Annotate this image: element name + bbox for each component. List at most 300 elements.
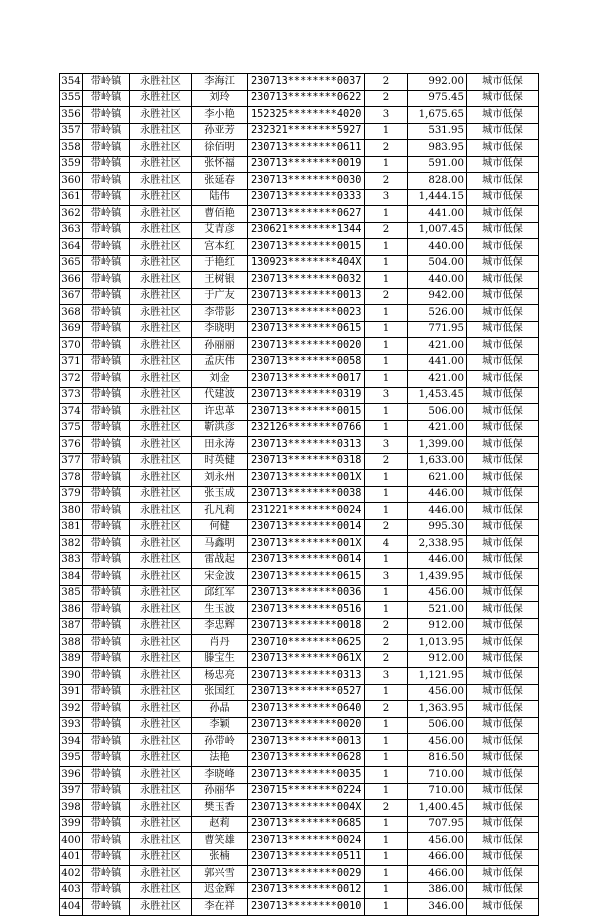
name-cell: 滕宝生 <box>192 651 248 668</box>
category-cell: 城市低保 <box>467 536 539 553</box>
name-cell: 靳洪彦 <box>192 420 248 437</box>
relief-roster-table <box>59 73 539 916</box>
town-cell: 带岭镇 <box>83 882 130 899</box>
household-size-cell: 1 <box>365 552 408 569</box>
row-number: 378 <box>60 470 83 487</box>
town-cell: 带岭镇 <box>83 816 130 833</box>
table-row <box>60 140 539 157</box>
row-number: 392 <box>60 701 83 718</box>
town-cell: 带岭镇 <box>83 90 130 107</box>
category-cell: 城市低保 <box>467 74 539 91</box>
table-row <box>60 734 539 751</box>
household-size-cell: 1 <box>365 404 408 421</box>
name-cell: 李带影 <box>192 305 248 322</box>
town-cell: 带岭镇 <box>83 866 130 883</box>
amount-cell: 912.00 <box>408 618 467 635</box>
town-cell: 带岭镇 <box>83 338 130 355</box>
id-number-cell: 230713********001X <box>248 470 365 487</box>
household-size-cell: 3 <box>365 189 408 206</box>
town-cell: 带岭镇 <box>83 107 130 124</box>
amount-cell: 1,633.00 <box>408 453 467 470</box>
category-cell: 城市低保 <box>467 255 539 272</box>
id-number-cell: 230713********0020 <box>248 338 365 355</box>
household-size-cell: 1 <box>365 734 408 751</box>
amount-cell: 421.00 <box>408 371 467 388</box>
name-cell: 许忠革 <box>192 404 248 421</box>
household-size-cell: 1 <box>365 717 408 734</box>
row-number: 390 <box>60 668 83 685</box>
id-number-cell: 230713********0037 <box>248 74 365 91</box>
name-cell: 代建波 <box>192 387 248 404</box>
community-cell: 永胜社区 <box>130 420 192 437</box>
table-row <box>60 849 539 866</box>
category-cell: 城市低保 <box>467 849 539 866</box>
town-cell: 带岭镇 <box>83 206 130 223</box>
name-cell: 时英健 <box>192 453 248 470</box>
table-row <box>60 255 539 272</box>
town-cell: 带岭镇 <box>83 222 130 239</box>
community-cell: 永胜社区 <box>130 536 192 553</box>
row-number: 362 <box>60 206 83 223</box>
table-row <box>60 569 539 586</box>
row-number: 369 <box>60 321 83 338</box>
name-cell: 李颖 <box>192 717 248 734</box>
household-size-cell: 3 <box>365 437 408 454</box>
row-number: 366 <box>60 272 83 289</box>
row-number: 382 <box>60 536 83 553</box>
amount-cell: 466.00 <box>408 849 467 866</box>
household-size-cell: 1 <box>365 420 408 437</box>
community-cell: 永胜社区 <box>130 107 192 124</box>
community-cell: 永胜社区 <box>130 833 192 850</box>
category-cell: 城市低保 <box>467 420 539 437</box>
household-size-cell: 2 <box>365 618 408 635</box>
row-number: 402 <box>60 866 83 883</box>
row-number: 388 <box>60 635 83 652</box>
id-number-cell: 230713********0017 <box>248 371 365 388</box>
id-number-cell: 230713********0014 <box>248 519 365 536</box>
town-cell: 带岭镇 <box>83 354 130 371</box>
row-number: 393 <box>60 717 83 734</box>
town-cell: 带岭镇 <box>83 536 130 553</box>
id-number-cell: 230713********0611 <box>248 140 365 157</box>
table-row <box>60 90 539 107</box>
amount-cell: 531.95 <box>408 123 467 140</box>
name-cell: 田永涛 <box>192 437 248 454</box>
name-cell: 法艳 <box>192 750 248 767</box>
amount-cell: 710.00 <box>408 783 467 800</box>
name-cell: 李忠辉 <box>192 618 248 635</box>
category-cell: 城市低保 <box>467 635 539 652</box>
town-cell: 带岭镇 <box>83 189 130 206</box>
community-cell: 永胜社区 <box>130 90 192 107</box>
name-cell: 郭兴雪 <box>192 866 248 883</box>
amount-cell: 386.00 <box>408 882 467 899</box>
table-row <box>60 717 539 734</box>
id-number-cell: 230713********0013 <box>248 288 365 305</box>
household-size-cell: 1 <box>365 305 408 322</box>
amount-cell: 771.95 <box>408 321 467 338</box>
row-number: 354 <box>60 74 83 91</box>
id-number-cell: 230713********0058 <box>248 354 365 371</box>
household-size-cell: 1 <box>365 816 408 833</box>
amount-cell: 466.00 <box>408 866 467 883</box>
town-cell: 带岭镇 <box>83 701 130 718</box>
category-cell: 城市低保 <box>467 288 539 305</box>
category-cell: 城市低保 <box>467 272 539 289</box>
id-number-cell: 230713********0640 <box>248 701 365 718</box>
id-number-cell: 230713********0313 <box>248 668 365 685</box>
id-number-cell: 230713********0029 <box>248 866 365 883</box>
name-cell: 于广友 <box>192 288 248 305</box>
row-number: 363 <box>60 222 83 239</box>
table-row <box>60 486 539 503</box>
community-cell: 永胜社区 <box>130 602 192 619</box>
row-number: 380 <box>60 503 83 520</box>
id-number-cell: 230713********0615 <box>248 569 365 586</box>
amount-cell: 456.00 <box>408 684 467 701</box>
community-cell: 永胜社区 <box>130 684 192 701</box>
id-number-cell: 230713********0036 <box>248 585 365 602</box>
household-size-cell: 1 <box>365 750 408 767</box>
row-number: 355 <box>60 90 83 107</box>
id-number-cell: 230713********004X <box>248 800 365 817</box>
household-size-cell: 1 <box>365 783 408 800</box>
name-cell: 李晓明 <box>192 321 248 338</box>
household-size-cell: 2 <box>365 519 408 536</box>
town-cell: 带岭镇 <box>83 305 130 322</box>
household-size-cell: 1 <box>365 684 408 701</box>
category-cell: 城市低保 <box>467 767 539 784</box>
community-cell: 永胜社区 <box>130 338 192 355</box>
household-size-cell: 3 <box>365 668 408 685</box>
table-row <box>60 767 539 784</box>
town-cell: 带岭镇 <box>83 668 130 685</box>
name-cell: 雷战起 <box>192 552 248 569</box>
community-cell: 永胜社区 <box>130 734 192 751</box>
community-cell: 永胜社区 <box>130 701 192 718</box>
category-cell: 城市低保 <box>467 816 539 833</box>
row-number: 396 <box>60 767 83 784</box>
community-cell: 永胜社区 <box>130 816 192 833</box>
row-number: 360 <box>60 173 83 190</box>
name-cell: 艾青彦 <box>192 222 248 239</box>
household-size-cell: 3 <box>365 569 408 586</box>
id-number-cell: 230713********0032 <box>248 272 365 289</box>
community-cell: 永胜社区 <box>130 453 192 470</box>
community-cell: 永胜社区 <box>130 74 192 91</box>
town-cell: 带岭镇 <box>83 899 130 916</box>
row-number: 368 <box>60 305 83 322</box>
row-number: 376 <box>60 437 83 454</box>
household-size-cell: 1 <box>365 338 408 355</box>
name-cell: 孙带岭 <box>192 734 248 751</box>
household-size-cell: 1 <box>365 602 408 619</box>
town-cell: 带岭镇 <box>83 519 130 536</box>
town-cell: 带岭镇 <box>83 74 130 91</box>
household-size-cell: 1 <box>365 866 408 883</box>
name-cell: 李在祥 <box>192 899 248 916</box>
name-cell: 曹佰艳 <box>192 206 248 223</box>
table-row <box>60 882 539 899</box>
row-number: 389 <box>60 651 83 668</box>
table-row <box>60 635 539 652</box>
community-cell: 永胜社区 <box>130 866 192 883</box>
community-cell: 永胜社区 <box>130 635 192 652</box>
id-number-cell: 230715********0224 <box>248 783 365 800</box>
community-cell: 永胜社区 <box>130 140 192 157</box>
community-cell: 永胜社区 <box>130 585 192 602</box>
id-number-cell: 230713********0010 <box>248 899 365 916</box>
amount-cell: 526.00 <box>408 305 467 322</box>
amount-cell: 710.00 <box>408 767 467 784</box>
name-cell: 张延春 <box>192 173 248 190</box>
table-row <box>60 272 539 289</box>
town-cell: 带岭镇 <box>83 486 130 503</box>
community-cell: 永胜社区 <box>130 470 192 487</box>
household-size-cell: 3 <box>365 107 408 124</box>
community-cell: 永胜社区 <box>130 206 192 223</box>
category-cell: 城市低保 <box>467 618 539 635</box>
name-cell: 马鑫明 <box>192 536 248 553</box>
category-cell: 城市低保 <box>467 107 539 124</box>
household-size-cell: 1 <box>365 470 408 487</box>
table-row <box>60 206 539 223</box>
row-number: 394 <box>60 734 83 751</box>
table-row <box>60 668 539 685</box>
name-cell: 李海江 <box>192 74 248 91</box>
table-row <box>60 239 539 256</box>
community-cell: 永胜社区 <box>130 618 192 635</box>
table-row <box>60 305 539 322</box>
category-cell: 城市低保 <box>467 701 539 718</box>
community-cell: 永胜社区 <box>130 173 192 190</box>
name-cell: 徐佰明 <box>192 140 248 157</box>
name-cell: 孙晶 <box>192 701 248 718</box>
table-row <box>60 107 539 124</box>
category-cell: 城市低保 <box>467 437 539 454</box>
row-number: 384 <box>60 569 83 586</box>
amount-cell: 446.00 <box>408 486 467 503</box>
id-number-cell: 230713********0516 <box>248 602 365 619</box>
name-cell: 何健 <box>192 519 248 536</box>
table-row <box>60 123 539 140</box>
amount-cell: 983.95 <box>408 140 467 157</box>
id-number-cell: 152325********4020 <box>248 107 365 124</box>
id-number-cell: 230713********0318 <box>248 453 365 470</box>
category-cell: 城市低保 <box>467 552 539 569</box>
id-number-cell: 230713********0023 <box>248 305 365 322</box>
category-cell: 城市低保 <box>467 140 539 157</box>
table-row <box>60 371 539 388</box>
table-row <box>60 816 539 833</box>
table-row <box>60 701 539 718</box>
name-cell: 陆伟 <box>192 189 248 206</box>
amount-cell: 456.00 <box>408 734 467 751</box>
name-cell: 孙丽华 <box>192 783 248 800</box>
amount-cell: 421.00 <box>408 338 467 355</box>
town-cell: 带岭镇 <box>83 569 130 586</box>
household-size-cell: 1 <box>365 354 408 371</box>
town-cell: 带岭镇 <box>83 750 130 767</box>
table-row <box>60 338 539 355</box>
community-cell: 永胜社区 <box>130 239 192 256</box>
town-cell: 带岭镇 <box>83 849 130 866</box>
community-cell: 永胜社区 <box>130 651 192 668</box>
name-cell: 刘金 <box>192 371 248 388</box>
name-cell: 杨忠亮 <box>192 668 248 685</box>
household-size-cell: 1 <box>365 503 408 520</box>
id-number-cell: 230713********0628 <box>248 750 365 767</box>
category-cell: 城市低保 <box>467 503 539 520</box>
table-row <box>60 602 539 619</box>
town-cell: 带岭镇 <box>83 140 130 157</box>
category-cell: 城市低保 <box>467 734 539 751</box>
table-row <box>60 833 539 850</box>
town-cell: 带岭镇 <box>83 272 130 289</box>
category-cell: 城市低保 <box>467 156 539 173</box>
community-cell: 永胜社区 <box>130 404 192 421</box>
household-size-cell: 2 <box>365 173 408 190</box>
town-cell: 带岭镇 <box>83 288 130 305</box>
category-cell: 城市低保 <box>467 783 539 800</box>
amount-cell: 995.30 <box>408 519 467 536</box>
name-cell: 曹笑雄 <box>192 833 248 850</box>
category-cell: 城市低保 <box>467 569 539 586</box>
community-cell: 永胜社区 <box>130 156 192 173</box>
amount-cell: 942.00 <box>408 288 467 305</box>
category-cell: 城市低保 <box>467 651 539 668</box>
household-size-cell: 1 <box>365 255 408 272</box>
id-number-cell: 230713********0030 <box>248 173 365 190</box>
category-cell: 城市低保 <box>467 123 539 140</box>
name-cell: 宫本红 <box>192 239 248 256</box>
table-row <box>60 387 539 404</box>
amount-cell: 1,363.95 <box>408 701 467 718</box>
amount-cell: 1,675.65 <box>408 107 467 124</box>
amount-cell: 446.00 <box>408 503 467 520</box>
name-cell: 于艳红 <box>192 255 248 272</box>
community-cell: 永胜社区 <box>130 371 192 388</box>
town-cell: 带岭镇 <box>83 437 130 454</box>
category-cell: 城市低保 <box>467 90 539 107</box>
row-number: 359 <box>60 156 83 173</box>
row-number: 391 <box>60 684 83 701</box>
row-number: 386 <box>60 602 83 619</box>
id-number-cell: 230713********0014 <box>248 552 365 569</box>
community-cell: 永胜社区 <box>130 321 192 338</box>
town-cell: 带岭镇 <box>83 470 130 487</box>
community-cell: 永胜社区 <box>130 189 192 206</box>
row-number: 399 <box>60 816 83 833</box>
table-row <box>60 420 539 437</box>
category-cell: 城市低保 <box>467 239 539 256</box>
row-number: 400 <box>60 833 83 850</box>
amount-cell: 446.00 <box>408 552 467 569</box>
id-number-cell: 230713********0685 <box>248 816 365 833</box>
amount-cell: 440.00 <box>408 272 467 289</box>
household-size-cell: 1 <box>365 486 408 503</box>
name-cell: 肖丹 <box>192 635 248 652</box>
town-cell: 带岭镇 <box>83 783 130 800</box>
town-cell: 带岭镇 <box>83 404 130 421</box>
amount-cell: 975.45 <box>408 90 467 107</box>
town-cell: 带岭镇 <box>83 123 130 140</box>
community-cell: 永胜社区 <box>130 305 192 322</box>
row-number: 364 <box>60 239 83 256</box>
household-size-cell: 1 <box>365 123 408 140</box>
name-cell: 孙亚芳 <box>192 123 248 140</box>
community-cell: 永胜社区 <box>130 783 192 800</box>
category-cell: 城市低保 <box>467 354 539 371</box>
id-number-cell: 230713********0020 <box>248 717 365 734</box>
amount-cell: 828.00 <box>408 173 467 190</box>
category-cell: 城市低保 <box>467 602 539 619</box>
household-size-cell: 1 <box>365 206 408 223</box>
name-cell: 迟金辉 <box>192 882 248 899</box>
household-size-cell: 2 <box>365 90 408 107</box>
household-size-cell: 2 <box>365 651 408 668</box>
row-number: 372 <box>60 371 83 388</box>
table-row <box>60 156 539 173</box>
name-cell: 刘永州 <box>192 470 248 487</box>
town-cell: 带岭镇 <box>83 239 130 256</box>
amount-cell: 346.00 <box>408 899 467 916</box>
household-size-cell: 4 <box>365 536 408 553</box>
household-size-cell: 1 <box>365 899 408 916</box>
row-number: 398 <box>60 800 83 817</box>
category-cell: 城市低保 <box>467 404 539 421</box>
amount-cell: 441.00 <box>408 206 467 223</box>
table-row <box>60 404 539 421</box>
row-number: 397 <box>60 783 83 800</box>
town-cell: 带岭镇 <box>83 585 130 602</box>
amount-cell: 2,338.95 <box>408 536 467 553</box>
name-cell: 李小艳 <box>192 107 248 124</box>
amount-cell: 1,007.45 <box>408 222 467 239</box>
name-cell: 邱红军 <box>192 585 248 602</box>
town-cell: 带岭镇 <box>83 453 130 470</box>
row-number: 365 <box>60 255 83 272</box>
community-cell: 永胜社区 <box>130 123 192 140</box>
id-number-cell: 130923********404X <box>248 255 365 272</box>
household-size-cell: 2 <box>365 74 408 91</box>
id-number-cell: 230713********0019 <box>248 156 365 173</box>
row-number: 379 <box>60 486 83 503</box>
town-cell: 带岭镇 <box>83 684 130 701</box>
household-size-cell: 1 <box>365 371 408 388</box>
id-number-cell: 230713********0622 <box>248 90 365 107</box>
name-cell: 张楠 <box>192 849 248 866</box>
category-cell: 城市低保 <box>467 173 539 190</box>
name-cell: 宋金波 <box>192 569 248 586</box>
town-cell: 带岭镇 <box>83 371 130 388</box>
household-size-cell: 1 <box>365 272 408 289</box>
amount-cell: 521.00 <box>408 602 467 619</box>
community-cell: 永胜社区 <box>130 486 192 503</box>
table-row <box>60 800 539 817</box>
category-cell: 城市低保 <box>467 750 539 767</box>
category-cell: 城市低保 <box>467 668 539 685</box>
category-cell: 城市低保 <box>467 866 539 883</box>
amount-cell: 504.00 <box>408 255 467 272</box>
household-size-cell: 1 <box>365 767 408 784</box>
amount-cell: 992.00 <box>408 74 467 91</box>
id-number-cell: 230710********0625 <box>248 635 365 652</box>
name-cell: 刘玲 <box>192 90 248 107</box>
town-cell: 带岭镇 <box>83 503 130 520</box>
id-number-cell: 230713********0015 <box>248 239 365 256</box>
